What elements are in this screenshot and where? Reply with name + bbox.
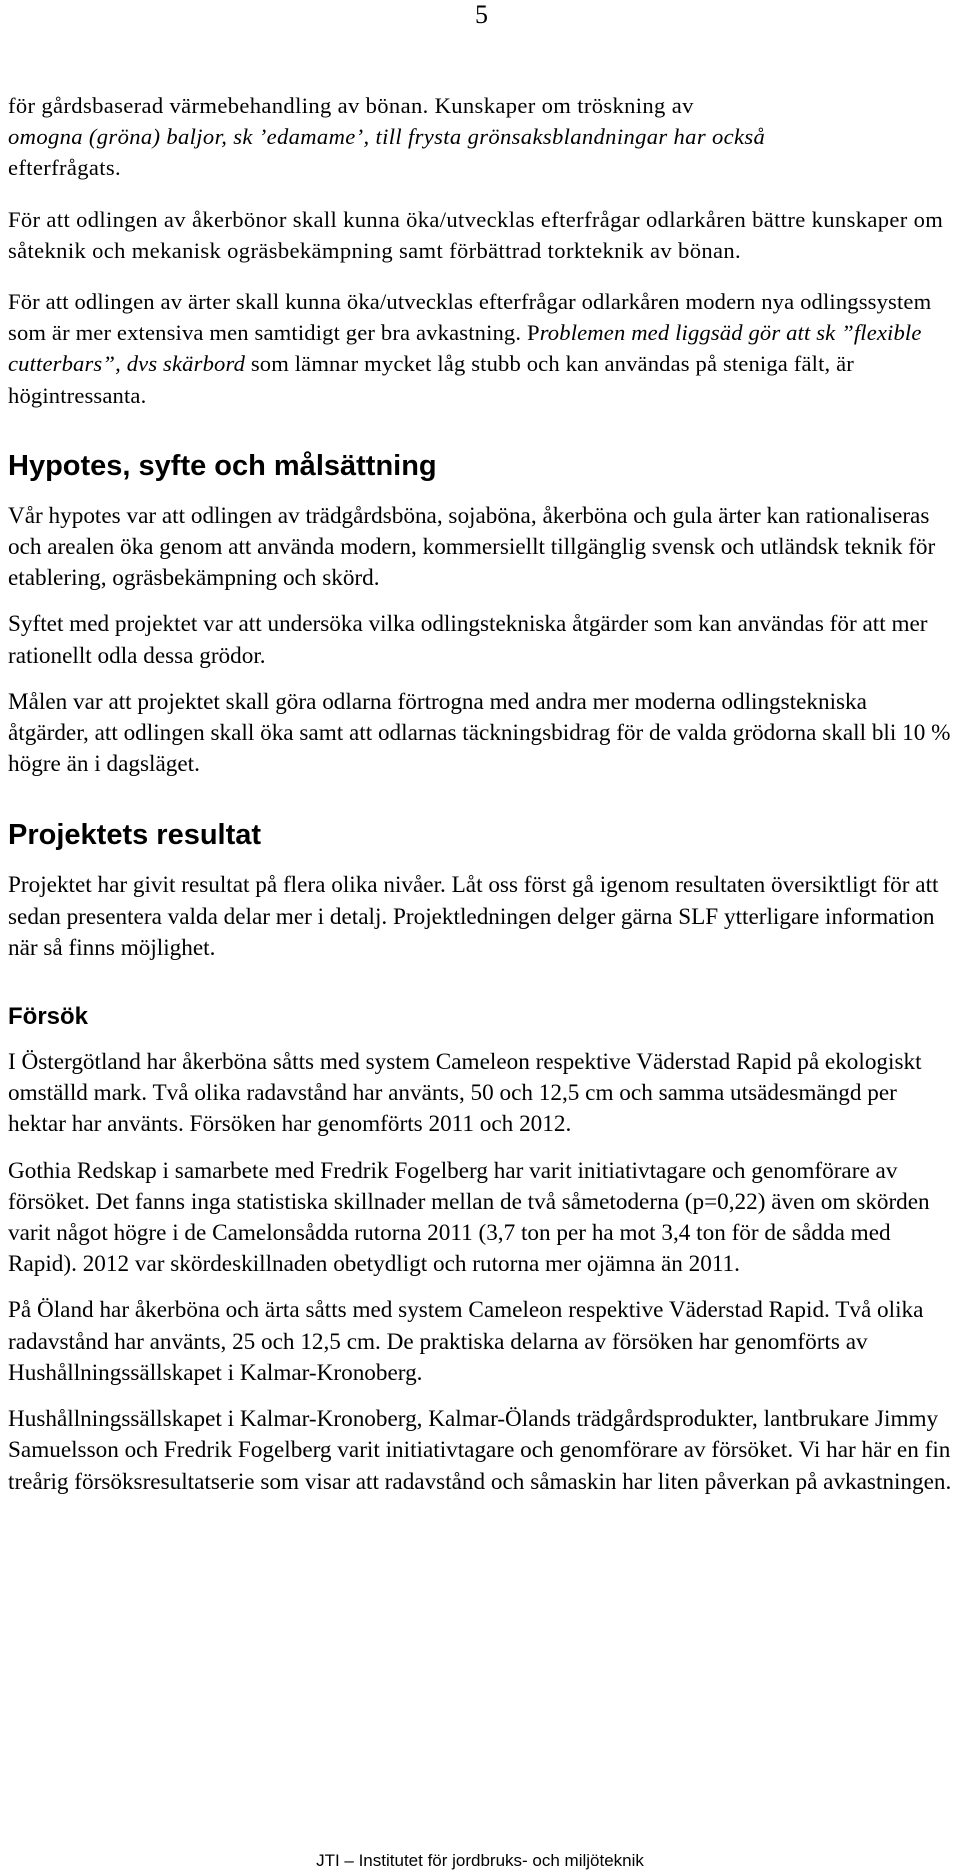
paragraph-field-beans: För att odlingen av åkerbönor skall kunna öka/utvecklas efterfrågar odlarkåren bättre kunskaper om såteknik och mekanisk ogräsbekämpning samt förbättrad torkteknik av bönan.: [8, 206, 944, 263]
paragraph-ostergotland: I Östergötland har åkerböna såtts med system Cameleon respektive Väderstad Rapid på ekologiskt omställd mark. Två olika radavstånd har använts, 50 och 12,5 cm och samma utsädesmängd per hektar har använts. Försöken har genomförts 2011 och 2012.: [8, 1049, 922, 1138]
paragraph-text: För att odlingen av ärter skall kunna öka/utvecklas efterfrågar odlarkåren modern nya odlingssystem som är mer extensiva men samtidigt ger bra avkastning. P: [8, 289, 932, 346]
heading-results: Projektets resultat: [8, 819, 262, 852]
page-number: 5: [475, 0, 488, 29]
paragraph-oland: På Öland har åkerböna och ärta såtts med system Cameleon respektive Väderstad Rapid. Två olika radavstånd har använts, 25 och 12,5 cm. De praktiska delarna av försöken har genomförts av Hushållningssällskapet i Kalmar-Kronoberg.: [8, 1297, 924, 1386]
paragraph-hypothesis: Vår hypotes var att odlingen av trädgårdsböna, sojaböna, åkerböna och gula ärter kan rationaliseras och arealen öka genom att använda modern, kommersiellt tillgänglig svensk och utländsk teknik för etablering, ogräsbekämpning och skörd.: [8, 502, 936, 592]
document-body: [8, 90, 953, 1498]
paragraph-text: efterfrågats.: [8, 155, 122, 181]
page-footer: JTI – Institutet för jordbruks- och miljöteknik: [316, 1851, 644, 1870]
paragraph-results: Projektet har givit resultat på flera olika nivåer. Låt oss först gå igenom resultaten översiktligt för att sedan presentera valda delar mer i detalj. Projektledningen delger gärna SLF ytterligare information när så finns möjlighet.: [8, 872, 939, 961]
paragraph-heat-treatment: [8, 90, 953, 184]
paragraph-gothia: Gothia Redskap i samarbete med Fredrik Fogelberg har varit initiativtagare och genomförare av försöket. Det fanns inga statistiska skillnader mellan de två såmetoderna (p=0,22) även om skörden varit något högre i de Camelonsådda rutorna 2011 (3,7 ton per ha mot 3,4 ton för de sådda med Rapid). 2012 var skördeskillnaden obetydligt och rutorna mer ojämna än 2011.: [8, 1157, 930, 1278]
heading-hypothesis: Hypotes, syfte och målsättning: [8, 449, 437, 482]
paragraph-peas: [8, 286, 953, 411]
paragraph-text: för gårdsbaserad värmebehandling av bönan. Kunskaper om tröskning av: [8, 93, 694, 118]
paragraph-text-italic: omogna (gröna) baljor, sk ’edamame’, till frysta grönsaksblandningar har också: [8, 124, 766, 150]
paragraph-goals: Målen var att projektet skall göra odlarna förtrogna med andra mer moderna odlingstekniska åtgärder, att odlingen skall öka samt att odlarnas täckningsbidrag för de valda grödorna skall bli 10 % högre än i dagsläget.: [8, 688, 951, 778]
paragraph-text: som lämnar mycket låg stubb och kan användas på steniga fält, är högintressanta.: [8, 351, 854, 408]
paragraph-purpose: Syftet med projektet var att undersöka vilka odlingstekniska åtgärder som kan användas för att mer rationellt odla dessa grödor.: [8, 611, 928, 669]
heading-trials: Försök: [8, 1003, 89, 1031]
paragraph-text-italic: roblemen med liggsäd gör att sk ”flexible cutterbars”, dvs skärbord: [8, 320, 922, 377]
paragraph-kalmar: Hushållningssällskapet i Kalmar-Kronoberg, Kalmar-Ölands trädgårdsprodukter, lantbrukare Jimmy Samuelsson och Fredrik Fogelberg varit initiativtagare och genomförare av försöket. Vi har här en fin treårig försöksresultatserie som visar att radavstånd och såmaskin har liten påverkan på avkastningen.: [8, 1406, 952, 1495]
